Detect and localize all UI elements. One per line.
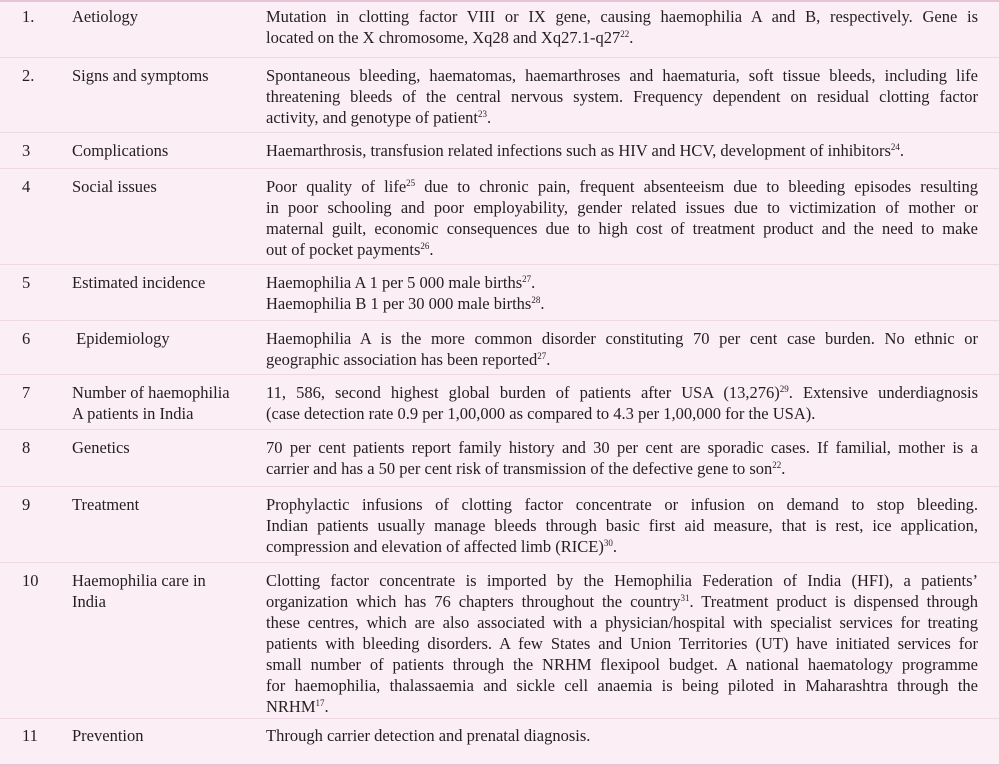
detail-text-continued: . [612, 537, 617, 556]
topic-line: Epidemiology [72, 329, 170, 348]
citation-superscript: 24 [890, 142, 900, 152]
row-number: 2. [22, 66, 35, 85]
detail-text: geographic association has been reported [266, 350, 538, 369]
row-topic [72, 6, 252, 27]
detail-text: Haemophilia A 1 per 5 000 male births [266, 273, 523, 292]
detail-line [266, 654, 978, 675]
row-topic [72, 570, 252, 612]
detail-line [266, 6, 978, 27]
detail-text-continued: . [324, 697, 329, 716]
row-detail [266, 65, 978, 128]
row-number: 3 [22, 141, 31, 160]
detail-text: in poor schooling and poor employability, gender related issues due to victimization of mother or [266, 198, 978, 217]
detail-text: threatening bleeds of the central nervous system. Frequency dependent on residual clotting factor [266, 87, 978, 106]
topic-line: Haemophilia care in [72, 571, 206, 590]
detail-line [266, 293, 978, 314]
row-topic [72, 176, 252, 197]
detail-text: Haemarthrosis, transfusion related infections such as HIV and HCV, development of inhibitors [266, 141, 891, 160]
topic-line: Social issues [72, 177, 157, 196]
detail-text-continued: . [629, 28, 634, 47]
detail-line [266, 570, 978, 591]
detail-line [266, 633, 978, 654]
citation-superscript: 22 [620, 29, 630, 39]
detail-text-continued: . [531, 273, 536, 292]
topic-line: Estimated incidence [72, 273, 206, 292]
row-topic [72, 725, 252, 746]
citation-superscript: 26 [420, 241, 430, 251]
topic-line: Signs and symptoms [72, 66, 209, 85]
detail-text: patients with bleeding disorders. A few States and Union Territories (UT) have initiated services for [266, 634, 978, 653]
detail-text-continued: . [540, 294, 545, 313]
detail-line [266, 403, 978, 424]
detail-text: Prophylactic infusions of clotting factor concentrate or infusion on demand to stop bleeding. [266, 495, 978, 514]
detail-text: small number of patients through the NRHM flexipool budget. A national haematology programme [266, 655, 978, 674]
citation-superscript: 25 [406, 178, 416, 188]
row-divider [0, 320, 999, 321]
detail-line [266, 458, 978, 479]
row-topic [72, 437, 252, 458]
detail-text-continued: . [429, 240, 434, 259]
detail-line [266, 86, 978, 107]
topic-line: Treatment [72, 495, 140, 514]
detail-line [266, 218, 978, 239]
detail-line [266, 612, 978, 633]
detail-text: 70 per cent patients report family history and 30 per cent are sporadic cases. If familial, mother is a [266, 438, 978, 457]
detail-text-continued: . [899, 141, 905, 160]
row-detail [266, 6, 978, 48]
detail-text-continued: due to chronic pain, frequent absenteeism due to bleeding episodes resulting [415, 177, 978, 196]
topic-line: Prevention [72, 726, 144, 745]
row-number: 6 [22, 329, 31, 348]
detail-line [266, 197, 978, 218]
detail-text-continued: . [487, 108, 492, 127]
row-divider [0, 264, 999, 265]
topic-line: Aetiology [72, 7, 138, 26]
detail-text: NRHM [266, 697, 316, 716]
detail-text: Haemophilia B 1 per 30 000 male births [266, 294, 532, 313]
detail-line [266, 515, 978, 536]
topic-line: Number of haemophilia [72, 383, 230, 402]
citation-superscript: 31 [680, 593, 690, 603]
row-detail [266, 272, 978, 314]
detail-text: for haemophilia, thalassaemia and sickle cell anaemia is being piloted in Maharashtra through the [266, 676, 978, 695]
row-detail [266, 328, 978, 370]
detail-line [266, 107, 978, 128]
row-divider [0, 57, 999, 58]
detail-text: carrier and has a 50 per cent risk of transmission of the defective gene to son [266, 459, 773, 478]
row-topic [72, 140, 252, 161]
detail-line [266, 536, 978, 557]
detail-text: Mutation in clotting factor VIII or IX gene, causing haemophilia A and B, respectively. Gene is [266, 7, 978, 26]
detail-text: located on the X chromosome, Xq28 and Xq27.1-q27 [266, 28, 621, 47]
detail-line [266, 239, 978, 260]
citation-superscript: 17 [315, 698, 325, 708]
row-topic [72, 272, 252, 293]
detail-line [266, 675, 978, 696]
row-divider [0, 718, 999, 719]
row-divider [0, 429, 999, 430]
row-number: 5 [22, 273, 31, 292]
topic-line: Genetics [72, 438, 130, 457]
row-number: 7 [22, 383, 31, 402]
detail-text: activity, and genotype of patient [266, 108, 478, 127]
row-number: 9 [22, 495, 31, 514]
detail-text: maternal guilt, economic consequences due to high cost of treatment product and the need to make [266, 219, 978, 238]
detail-line [266, 65, 978, 86]
citation-superscript: 22 [772, 460, 782, 470]
detail-line [266, 494, 978, 515]
detail-line [266, 349, 978, 370]
detail-text: Poor quality of life [266, 177, 407, 196]
detail-text-continued: . [546, 350, 551, 369]
detail-text: Indian patients usually manage bleeds through basic first aid measure, that is rest, ice application, [266, 516, 978, 535]
row-detail [266, 494, 978, 557]
citation-superscript: 23 [478, 109, 487, 119]
citation-superscript: 27 [522, 274, 532, 284]
row-number: 4 [22, 177, 31, 196]
detail-text: 11, 586, second highest global burden of patients after USA (13,276) [266, 383, 780, 402]
citation-superscript: 29 [779, 384, 789, 394]
row-detail [266, 570, 978, 717]
row-detail [266, 176, 978, 260]
row-detail [266, 437, 978, 479]
row-divider [0, 132, 999, 133]
detail-text: compression and elevation of affected limb (RICE) [266, 537, 604, 556]
detail-line [266, 591, 978, 612]
row-divider [0, 374, 999, 375]
row-topic [72, 328, 252, 349]
detail-text: these centres, which are also associated with a physician/hospital with specialist services for treating [266, 613, 978, 632]
row-topic [72, 65, 252, 86]
row-topic [72, 494, 252, 515]
row-number: 1. [22, 7, 35, 26]
detail-line [266, 725, 978, 746]
topic-line: India [72, 592, 106, 611]
detail-text: out of pocket payments [266, 240, 421, 259]
row-detail [266, 725, 978, 746]
row-detail [266, 382, 978, 424]
detail-text-continued: . Extensive underdiagnosis [788, 383, 978, 402]
detail-line [266, 696, 978, 717]
row-topic [72, 382, 252, 424]
topic-line: A patients in India [72, 404, 194, 423]
row-divider [0, 168, 999, 169]
citation-superscript: 28 [531, 295, 541, 305]
citation-superscript: 27 [537, 351, 547, 361]
detail-line [266, 140, 978, 161]
row-divider [0, 486, 999, 487]
citation-superscript: 30 [603, 538, 613, 548]
detail-line [266, 176, 978, 197]
detail-text: organization which has 76 chapters throughout the country [266, 592, 681, 611]
detail-text: (case detection rate 0.9 per 1,00,000 as compared to 4.3 per 1,00,000 for the USA). [266, 404, 816, 423]
detail-line [266, 437, 978, 458]
row-detail [266, 140, 978, 161]
detail-text-continued: . Treatment product is dispensed through [689, 592, 978, 611]
detail-text: Haemophilia A is the more common disorder constituting 70 per cent case burden. No ethnic or [266, 329, 978, 348]
row-divider [0, 562, 999, 563]
detail-text-continued: . [781, 459, 786, 478]
detail-line [266, 27, 978, 48]
detail-line [266, 272, 978, 293]
topic-line: Complications [72, 141, 169, 160]
detail-line [266, 382, 978, 403]
row-number: 8 [22, 438, 31, 457]
row-number: 10 [22, 571, 39, 590]
detail-line [266, 328, 978, 349]
detail-text: Through carrier detection and prenatal diagnosis. [266, 726, 591, 745]
detail-text: Spontaneous bleeding, haematomas, haemarthroses and haematuria, soft tissue bleeds, including life [266, 66, 978, 85]
row-number: 11 [22, 726, 38, 745]
detail-text: Clotting factor concentrate is imported by the Hemophilia Federation of India (HFI), a patients’ [266, 571, 978, 590]
